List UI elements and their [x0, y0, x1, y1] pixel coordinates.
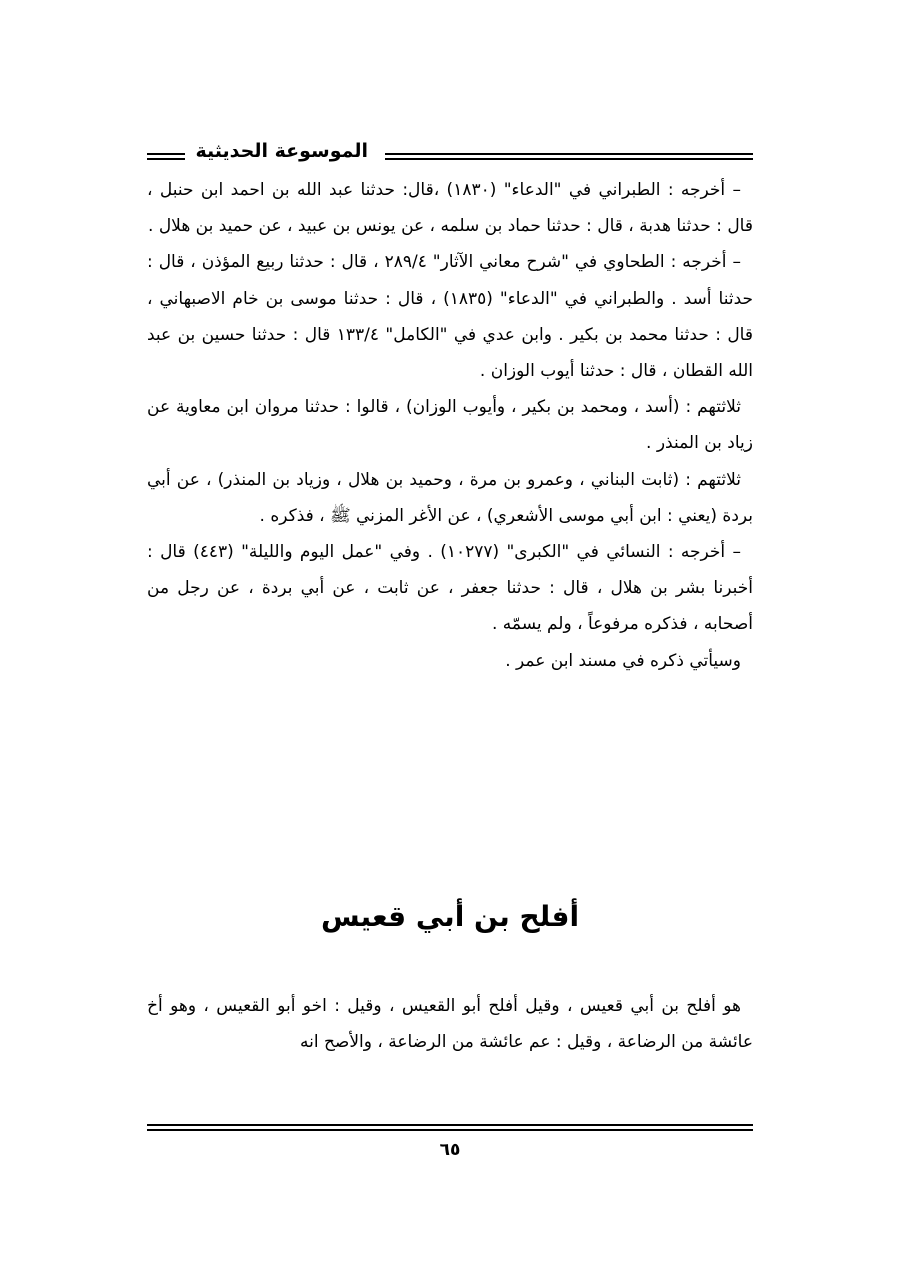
paragraph-3: ثلاثتهم : (أسد ، ومحمد بن بكير ، وأيوب الوزان) ، قالوا : حدثنا مروان ابن معاوية عن زياد بن المنذر .: [147, 397, 753, 454]
page-number: ٦٥: [439, 1140, 461, 1160]
header-rule-long: [385, 153, 753, 160]
header-title: الموسوعة الحديثية: [195, 140, 368, 162]
main-text: [147, 172, 753, 679]
footer-rule: [147, 1124, 753, 1131]
bio-text: هو أفلح بن أبي قعيس ، وقيل أفلح أبو القعيس ، وقيل : اخو أبو القعيس ، وهو أخ عائشة من الرضاعة ، وقيل : عم عائشة من الرضاعة ، والأصح انه: [147, 996, 753, 1052]
paragraph-5: – أخرجه : النسائي في "الكبرى" (١٠٢٧٧) . وفي "عمل اليوم والليلة" (٤٤٣) قال : أخبرنا بشر بن هلال ، قال : حدثنا جعفر ، عن ثابت ، عن أبي بردة ، عن رجل من أصحابه ، فذكره مرفوعاً ، ولم يسمّه .: [147, 542, 753, 635]
running-header: [147, 140, 753, 170]
paragraph-1: – أخرجه : الطبراني في "الدعاء" (١٨٣٠) ،قال: حدثنا عبد الله بن احمد ابن حنبل ، قال : حدثنا هدبة ، قال : حدثنا حماد بن سلمه ، عن يونس بن عبيد ، عن حميد بن هلال .: [147, 180, 753, 237]
bio-paragraph: [147, 988, 753, 1060]
section-heading: أفلح بن أبي قعيس: [320, 900, 580, 933]
paragraph-6: وسيأتي ذكره في مسند ابن عمر .: [505, 650, 741, 671]
paragraph-4: ثلاثتهم : (ثابت البناني ، وعمرو بن مرة ، وحميد بن هلال ، وزياد بن المنذر) ، عن أبي بردة (يعني : ابن أبي موسى الأشعري) ، عن الأغر المزني ﷺ ، فذكره .: [147, 469, 753, 526]
header-rule-short: [147, 153, 185, 160]
paragraph-2: – أخرجه : الطحاوي في "شرح معاني الآثار" ٢٨٩/٤ ، قال : حدثنا ربيع المؤذن ، قال : حدثنا أسد . والطبراني في "الدعاء" (١٨٣٥) ، قال : حدثنا موسى بن خام الاصبهاني ، قال : حدثنا محمد بن بكير . وابن عدي في "الكامل" ١٣٣/٤ قال : حدثنا حسين بن عبد الله القطان ، قال : حدثنا أيوب الوزان .: [147, 252, 754, 382]
